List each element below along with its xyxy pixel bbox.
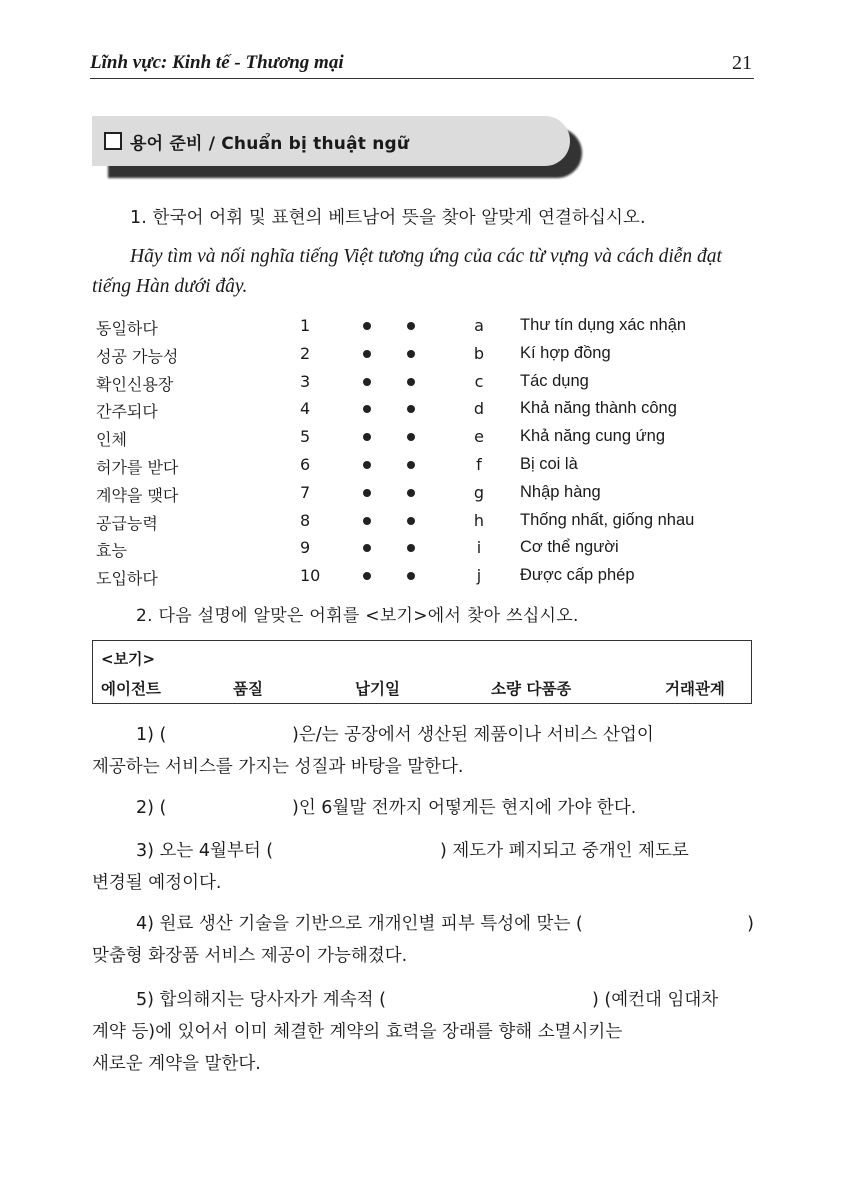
question-3: [92, 835, 756, 899]
meaning-letter: f: [476, 454, 482, 474]
example-word: 품질: [233, 680, 263, 698]
matching-row: [92, 368, 756, 396]
right-connector-dot: [407, 572, 415, 580]
meaning-letter: b: [473, 343, 485, 363]
korean-term: 확인신용장: [96, 374, 174, 394]
left-connector-dot: [363, 544, 371, 552]
question-3-text-cont: 변경될 예정이다.: [92, 873, 222, 893]
term-number: 9: [300, 538, 311, 558]
matching-row: [92, 340, 756, 368]
korean-term: 효능: [96, 541, 127, 561]
term-number: 8: [300, 510, 311, 530]
question-1: [92, 719, 756, 783]
left-connector-dot: [363, 461, 371, 469]
question-4-text: 4) 원료 생산 기술을 기반으로 개개인별 피부 특성에 맞는 (: [136, 914, 583, 934]
meaning-letter: d: [473, 399, 485, 419]
term-number: 4: [300, 399, 311, 419]
meaning-letter: g: [473, 482, 485, 502]
left-connector-dot: [363, 572, 371, 580]
question-4-close-paren: ): [747, 914, 754, 934]
vietnamese-meaning: Khả năng thành công: [520, 399, 677, 418]
question-5-text-end: 새로운 계약을 말한다.: [92, 1054, 261, 1074]
right-connector-dot: [407, 405, 415, 413]
meaning-letter: e: [474, 427, 484, 447]
right-connector-dot: [407, 378, 415, 386]
korean-term: 성공 가능성: [96, 346, 179, 366]
matching-row: [92, 534, 756, 562]
question-2-text: )인 6월말 전까지 어떻게든 현지에 가야 한다.: [292, 798, 637, 818]
left-connector-dot: [363, 517, 371, 525]
vietnamese-meaning: Kí hợp đồng: [520, 343, 611, 362]
meaning-letter: c: [474, 371, 484, 391]
matching-list: [92, 312, 756, 590]
question-5-prefix: 5) 합의해지는 당사자가 계속적 (: [136, 990, 386, 1010]
left-connector-dot: [363, 378, 371, 386]
header-rule: [90, 78, 754, 79]
question-1-text-cont: 제공하는 서비스를 가지는 성질과 바탕을 말한다.: [92, 757, 464, 777]
vietnamese-meaning: Cơ thể người: [520, 538, 619, 557]
exercise2-instruction: 2. 다음 설명에 알맞은 어휘를 <보기>에서 찾아 쓰십시오.: [136, 606, 579, 626]
example-word: 소량 다품종: [491, 680, 572, 698]
term-number: 1: [300, 316, 311, 335]
question-5-text: ) (예컨대 임대차: [592, 990, 719, 1010]
question-5: [92, 984, 756, 1080]
question-3-text: ) 제도가 폐지되고 중개인 제도로: [440, 841, 689, 861]
exercise1-instruction-vi: Hãy tìm và nối nghĩa tiếng Việt tương ứng của các từ vựng và cách diễn đạt tiếng Hàn dưới đây.: [92, 246, 722, 297]
question-2: [92, 792, 756, 824]
korean-term: 허가를 받다: [96, 457, 179, 477]
example-word: 거래관계: [665, 680, 725, 698]
vietnamese-meaning: Tác dụng: [520, 371, 589, 390]
section-banner: [92, 116, 570, 166]
right-connector-dot: [407, 489, 415, 497]
matching-row: [92, 451, 756, 479]
right-connector-dot: [407, 322, 415, 330]
vietnamese-meaning: Thư tín dụng xác nhận: [520, 316, 687, 334]
right-connector-dot: [407, 350, 415, 358]
term-number: 2: [300, 343, 311, 363]
question-3-prefix: 3) 오는 4월부터 (: [136, 841, 274, 861]
matching-row: [92, 479, 756, 507]
meaning-letter: h: [473, 510, 485, 530]
korean-term: 도입하다: [96, 569, 158, 589]
right-connector-dot: [407, 461, 415, 469]
example-word-box: [92, 640, 752, 704]
exercise1-instruction-ko: 1. 한국어 어휘 및 표현의 베트남어 뜻을 찾아 알맞게 연결하십시오.: [130, 208, 646, 228]
question-4: [92, 908, 756, 972]
page-number: 21: [732, 52, 752, 74]
korean-term: 간주되다: [96, 402, 158, 422]
running-header-title: Lĩnh vực: Kinh tế - Thương mại: [90, 52, 344, 73]
right-connector-dot: [407, 517, 415, 525]
term-number: 10: [300, 566, 321, 586]
term-number: 6: [300, 454, 311, 474]
left-connector-dot: [363, 489, 371, 497]
question-1-text: )은/는 공장에서 생산된 제품이나 서비스 산업이: [292, 725, 654, 745]
question-4-text-cont: 맞춤형 화장품 서비스 제공이 가능해졌다.: [92, 946, 408, 966]
meaning-letter: i: [476, 538, 482, 558]
right-connector-dot: [407, 433, 415, 441]
meaning-letter: a: [474, 316, 484, 335]
left-connector-dot: [363, 433, 371, 441]
vietnamese-meaning: Bị coi là: [520, 454, 578, 473]
matching-row: [92, 423, 756, 451]
matching-row: [92, 312, 756, 340]
matching-row: [92, 562, 756, 590]
example-word: 납기일: [355, 680, 400, 698]
checkbox-square-icon: [104, 132, 122, 150]
term-number: 5: [300, 427, 311, 447]
question-1-prefix: 1) (: [136, 725, 167, 745]
vietnamese-meaning: Nhập hàng: [520, 482, 601, 501]
example-word: 에이전트: [101, 680, 161, 698]
matching-row: [92, 395, 756, 423]
left-connector-dot: [363, 405, 371, 413]
left-connector-dot: [363, 350, 371, 358]
matching-row: [92, 507, 756, 535]
question-2-prefix: 2) (: [136, 798, 167, 818]
vietnamese-meaning: Được cấp phép: [520, 566, 635, 585]
example-box-label: <보기>: [101, 650, 156, 668]
term-number: 3: [300, 371, 311, 391]
left-connector-dot: [363, 322, 371, 330]
meaning-letter: j: [476, 566, 482, 586]
question-5-text-cont: 계약 등)에 있어서 이미 체결한 계약의 효력을 장래를 향해 소멸시키는: [92, 1022, 623, 1042]
term-number: 7: [300, 482, 311, 502]
korean-term: 동일하다: [96, 319, 158, 338]
korean-term: 인체: [96, 430, 127, 450]
korean-term: 계약을 맺다: [96, 485, 179, 505]
vietnamese-meaning: Khả năng cung ứng: [520, 427, 665, 446]
right-connector-dot: [407, 544, 415, 552]
section-title: 용어 준비 / Chuẩn bị thuật ngữ: [130, 133, 410, 154]
korean-term: 공급능력: [96, 513, 158, 533]
vietnamese-meaning: Thống nhất, giống nhau: [520, 510, 695, 529]
